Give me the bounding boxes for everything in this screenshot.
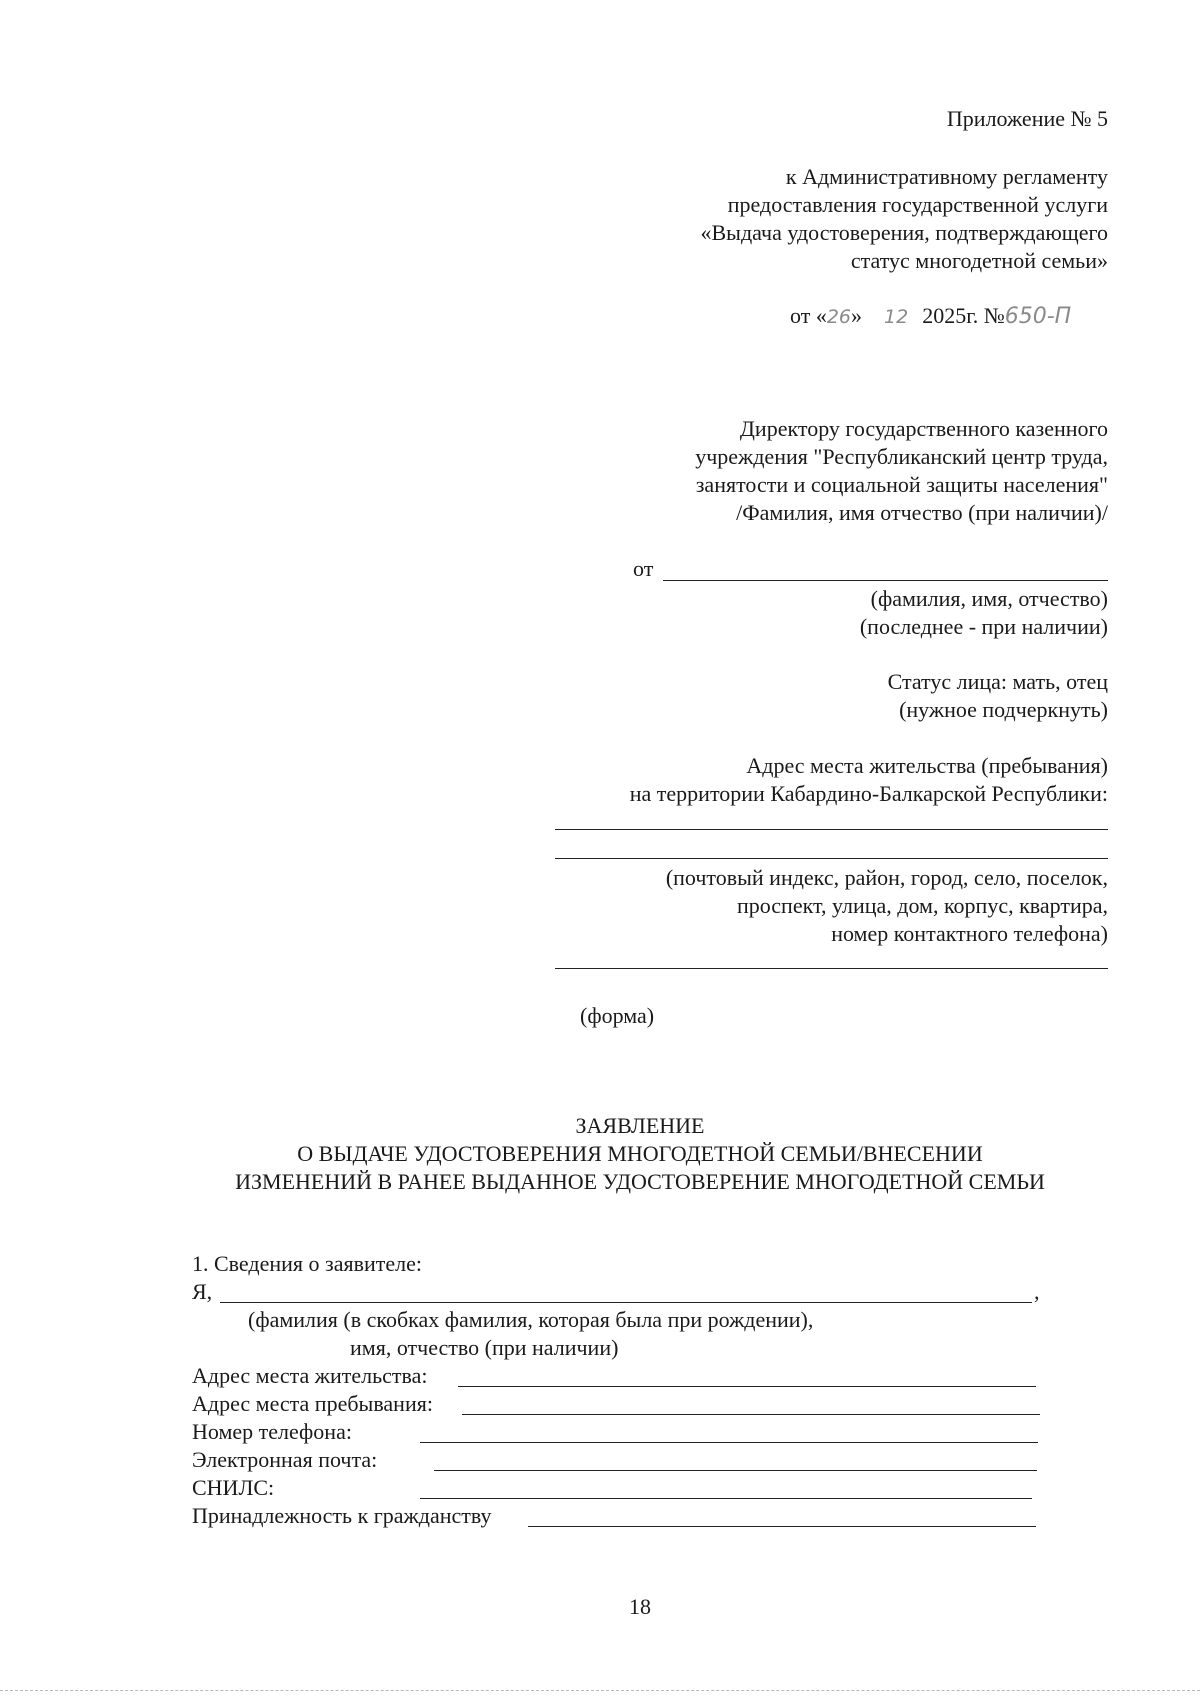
form-label: (форма) bbox=[580, 1003, 655, 1028]
name-hint-1: (фамилия (в скобках фамилия, которая была при рождении), bbox=[248, 1307, 814, 1332]
i-label: Я, bbox=[192, 1279, 213, 1304]
citizenship-label: Принадлежность к гражданству bbox=[192, 1503, 492, 1528]
date-prefix: от « bbox=[790, 303, 827, 328]
address-field-1[interactable] bbox=[555, 829, 1108, 830]
scan-edge-divider bbox=[0, 1690, 1200, 1691]
addressee-line-4: /Фамилия, имя отчество (при наличии)/ bbox=[736, 500, 1108, 525]
date-year: 2025г. № bbox=[922, 303, 1005, 328]
applicant-name-field[interactable] bbox=[220, 1302, 1032, 1303]
stay-address-field[interactable] bbox=[462, 1414, 1040, 1415]
from-label: от bbox=[633, 556, 654, 581]
date-month-handwritten: 12 bbox=[884, 306, 909, 328]
appendix-date-line bbox=[790, 302, 1071, 331]
email-label: Электронная почта: bbox=[192, 1447, 378, 1472]
status-hint: (нужное подчеркнуть) bbox=[899, 697, 1108, 722]
page-number: 18 bbox=[629, 1594, 651, 1619]
appendix-title: Приложение № 5 bbox=[946, 106, 1108, 131]
from-name-field[interactable] bbox=[663, 580, 1108, 581]
addressee-line-3: занятости и социальной защиты населения" bbox=[695, 472, 1108, 497]
heading-line-3: ИЗМЕНЕНИЙ В РАНЕЕ ВЫДАННОЕ УДОСТОВЕРЕНИЕ МНОГОДЕТНОЙ СЕМЬИ bbox=[235, 1169, 1045, 1194]
email-field[interactable] bbox=[434, 1470, 1037, 1471]
appendix-line-4: статус многодетной семьи» bbox=[850, 248, 1108, 273]
citizenship-field[interactable] bbox=[528, 1526, 1036, 1527]
status-line: Статус лица: мать, отец bbox=[887, 669, 1108, 694]
from-hint-2: (последнее - при наличии) bbox=[859, 614, 1108, 639]
date-number-handwritten: 650-П bbox=[1004, 304, 1072, 329]
addressee-line-2: учреждения "Республиканский центр труда, bbox=[695, 444, 1108, 469]
address-line-2: на территории Кабардино-Балкарской Республики: bbox=[629, 781, 1108, 806]
from-hint-1: (фамилия, имя, отчество) bbox=[870, 586, 1108, 611]
addressee-line-1: Директору государственного казенного bbox=[739, 416, 1108, 441]
i-comma: , bbox=[1034, 1279, 1040, 1304]
phone-field[interactable] bbox=[420, 1442, 1038, 1443]
date-mid: » bbox=[851, 303, 863, 328]
phone-label: Номер телефона: bbox=[192, 1419, 352, 1444]
appendix-line-3: «Выдача удостоверения, подтверждающего bbox=[700, 220, 1108, 245]
address-field-2[interactable] bbox=[555, 858, 1108, 859]
address-hint-1: (почтовый индекс, район, город, село, поселок, bbox=[665, 865, 1108, 890]
heading-line-2: О ВЫДАЧЕ УДОСТОВЕРЕНИЯ МНОГОДЕТНОЙ СЕМЬИ/ВНЕСЕНИИ bbox=[297, 1141, 983, 1166]
residence-address-label: Адрес места жительства: bbox=[192, 1363, 428, 1388]
stay-address-label: Адрес места пребывания: bbox=[192, 1391, 433, 1416]
address-line-1: Адрес места жительства (пребывания) bbox=[746, 753, 1108, 778]
residence-address-field[interactable] bbox=[458, 1386, 1036, 1387]
heading-title: ЗАЯВЛЕНИЕ bbox=[575, 1113, 705, 1138]
appendix-line-1: к Административному регламенту bbox=[785, 164, 1108, 189]
name-hint-2: имя, отчество (при наличии) bbox=[350, 1335, 619, 1360]
appendix-line-2: предоставления государственной услуги bbox=[727, 192, 1108, 217]
address-hint-3: номер контактного телефона) bbox=[831, 921, 1108, 946]
snils-field[interactable] bbox=[420, 1498, 1032, 1499]
address-field-3[interactable] bbox=[555, 968, 1108, 969]
address-hint-2: проспект, улица, дом, корпус, квартира, bbox=[736, 893, 1108, 918]
snils-label: СНИЛС: bbox=[192, 1475, 275, 1500]
section-1-title: 1. Сведения о заявителе: bbox=[192, 1251, 423, 1276]
date-day-handwritten: 26 bbox=[826, 306, 852, 328]
